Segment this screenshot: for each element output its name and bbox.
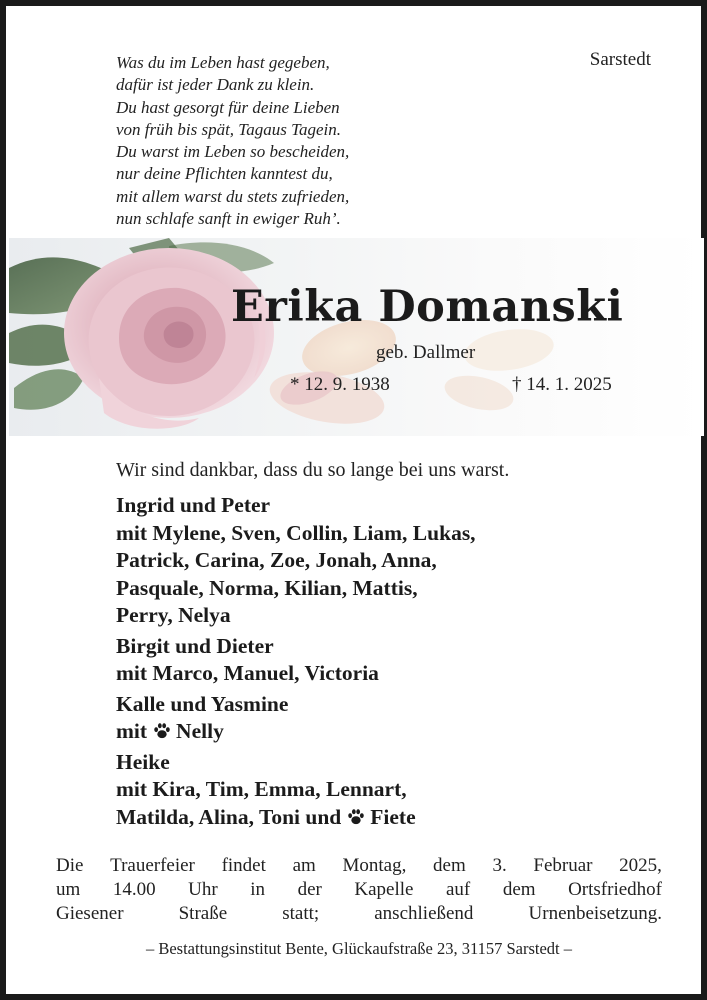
mourner-line: mit Marco, Manuel, Victoria — [116, 661, 379, 685]
maiden-name: geb. Dallmer — [376, 342, 476, 363]
paw-icon — [153, 722, 171, 740]
mourners-list — [116, 492, 676, 834]
poem-line: von früh bis spät, Tagaus Tagein. — [116, 119, 341, 139]
family-group — [116, 633, 676, 688]
mourner-line: Birgit und Dieter — [116, 633, 274, 658]
mourner-line: Heike — [116, 749, 170, 774]
mourner-line: mit Kira, Tim, Emma, Lennart, — [116, 777, 407, 801]
poem-line: Was du im Leben hast gegeben, — [116, 53, 330, 72]
rose-photo — [9, 238, 704, 436]
pet-name: Nelly — [176, 719, 224, 743]
pet-prefix: mit — [116, 719, 148, 743]
service-line-2: um 14.00 Uhr in der Kapelle auf dem Ortsfriedhof — [56, 879, 662, 900]
mourner-line: Perry, Nelya — [116, 603, 231, 627]
mourner-line: Patrick, Carina, Zoe, Jonah, Anna, — [116, 548, 437, 572]
mourner-line: Ingrid und Peter — [116, 493, 271, 517]
poem-line: Du warst im Leben so bescheiden, — [116, 142, 350, 162]
poem — [116, 52, 536, 230]
service-line-1: Die Trauerfeier findet am Montag, dem 3. Februar 2025, — [56, 855, 662, 876]
pet-name: Fiete — [370, 804, 416, 829]
mourner-line: Kalle und Yasmine — [116, 691, 289, 716]
undertaker-line: – Bestattungsinstitut Bente, Glückaufstraße 23, 31157 Sarstedt – — [145, 939, 573, 958]
mourner-names: Matilda, Alina, Toni und — [116, 804, 342, 829]
poem-line: Du hast gesorgt für deine Lieben — [116, 97, 340, 117]
family-group — [116, 691, 676, 746]
mourner-line: Pasquale, Norma, Kilian, Mattis, — [116, 575, 418, 600]
birth-date: * 12. 9. 1938 — [290, 374, 390, 395]
death-date: † 14. 1. 2025 — [512, 374, 612, 395]
thanks-line: Wir sind dankbar, dass du so lange bei uns warst. — [116, 459, 510, 481]
poem-line: nur deine Pflichten kanntest du, — [116, 164, 333, 184]
family-group — [116, 492, 676, 630]
mourner-line: mit Mylene, Sven, Collin, Liam, Lukas, — [116, 520, 476, 545]
poem-line: mit allem warst du stets zufrieden, — [116, 186, 350, 206]
poem-line: dafür ist jeder Dank zu klein. — [116, 75, 315, 95]
family-group — [116, 749, 676, 832]
funeral-service-info — [56, 854, 662, 926]
paw-icon — [347, 808, 365, 826]
poem-line: nun schlafe sanft in ewiger Ruh’. — [116, 209, 341, 229]
place-name: Sarstedt — [589, 49, 651, 70]
mourner-line — [116, 804, 676, 832]
deceased-name: Erika Domanski — [231, 282, 624, 332]
service-line-3: Giesener Straße statt; anschließend Urnenbeisetzung. — [56, 903, 662, 924]
mourner-line — [116, 718, 676, 746]
